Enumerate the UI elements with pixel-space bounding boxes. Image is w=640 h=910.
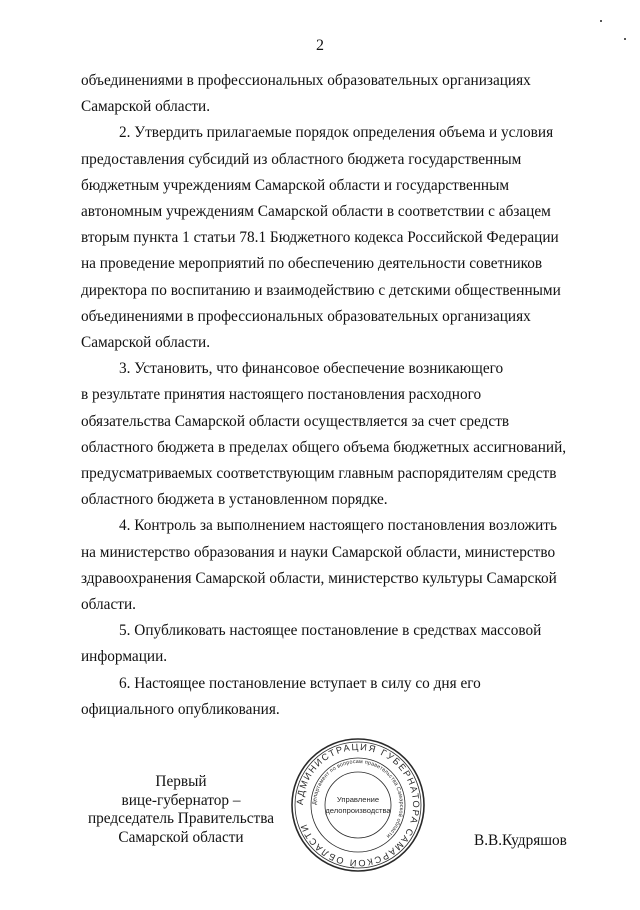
text-line: бюджетным учреждениям Самарской области и государственным	[81, 176, 510, 194]
text-line: Самарской области.	[81, 98, 211, 116]
text-line: 6. Настоящее постановление вступает в силу со дня его	[119, 674, 481, 692]
page-number: 2	[316, 37, 324, 54]
signatory-title-line: председатель Правительства	[87, 810, 275, 827]
text-line: областного бюджета в пределах общего объема бюджетных ассигнований,	[81, 438, 567, 456]
text-line: области.	[81, 596, 136, 614]
paragraph-5	[81, 618, 569, 670]
text-line: 5. Опубликовать настоящее постановление в средствах массовой	[119, 622, 542, 640]
signer-name: В.В.Кудряшов	[474, 832, 567, 849]
paragraph-6	[81, 671, 569, 723]
text-line: автономным учреждениям Самарской области в соответствии с абзацем	[81, 203, 551, 221]
text-line: 2. Утвердить прилагаемые порядок определения объема и условия	[119, 124, 554, 142]
text-line: предусматриваемых соответствующим главным распорядителям средств	[81, 465, 557, 483]
signatory-title	[86, 773, 276, 847]
seal-center-text: делопроизводства	[325, 806, 391, 815]
text-line: объединениями в профессиональных образовательных организациях	[81, 72, 531, 89]
official-seal-stamp	[289, 736, 427, 874]
text-line: в результате принятия настоящего постановления расходного	[81, 386, 482, 404]
text-line: вторым пункта 1 статьи 78.1 Бюджетного кодекса Российской Федерации	[81, 229, 559, 247]
signatory-title-line: вице-губернатор –	[121, 791, 241, 809]
text-line: на проведение мероприятий по обеспечению деятельности советников	[81, 255, 543, 273]
document-body	[81, 68, 569, 723]
text-line: обязательства Самарской области осуществляется за счет средств	[81, 412, 510, 430]
paragraph-1-continuation	[81, 68, 569, 120]
text-line: объединениями в профессиональных образовательных организациях	[81, 307, 531, 325]
text-line: 3. Установить, что финансовое обеспечение возникающего	[119, 360, 504, 378]
text-line: 4. Контроль за выполнением настоящего постановления возложить	[119, 517, 557, 535]
paragraph-4	[81, 513, 569, 618]
seal-center-text: Управление	[336, 795, 380, 804]
text-line: директора по воспитанию и взаимодействию с детскими общественными	[81, 281, 561, 299]
seal-outer-text: АДМИНИСТРАЦИЯ ГУБЕРНАТОРА САМАРСКОЙ ОБЛАСТИ	[294, 741, 422, 869]
text-line: областного бюджета в установленном порядке.	[81, 491, 388, 509]
text-line: Самарской области.	[81, 334, 211, 352]
text-line: информации.	[81, 648, 168, 666]
seal-inner-text: Департамент по вопросам правительства Самарской области	[311, 758, 405, 840]
signatory-title-line: Первый	[155, 773, 207, 790]
text-line: официального опубликования.	[81, 700, 280, 718]
signatory-title-line: Самарской области	[118, 828, 244, 846]
text-line: на министерство образования и науки Самарской области, министерство	[81, 543, 556, 561]
text-line: здравоохранения Самарской области, министерство культуры Самарской	[81, 569, 557, 587]
text-line: предоставления субсидий из областного бюджета государственным	[81, 150, 522, 168]
paragraph-2	[81, 120, 569, 356]
scan-speck	[624, 38, 626, 40]
paragraph-3	[81, 356, 569, 513]
scan-speck	[600, 20, 602, 22]
